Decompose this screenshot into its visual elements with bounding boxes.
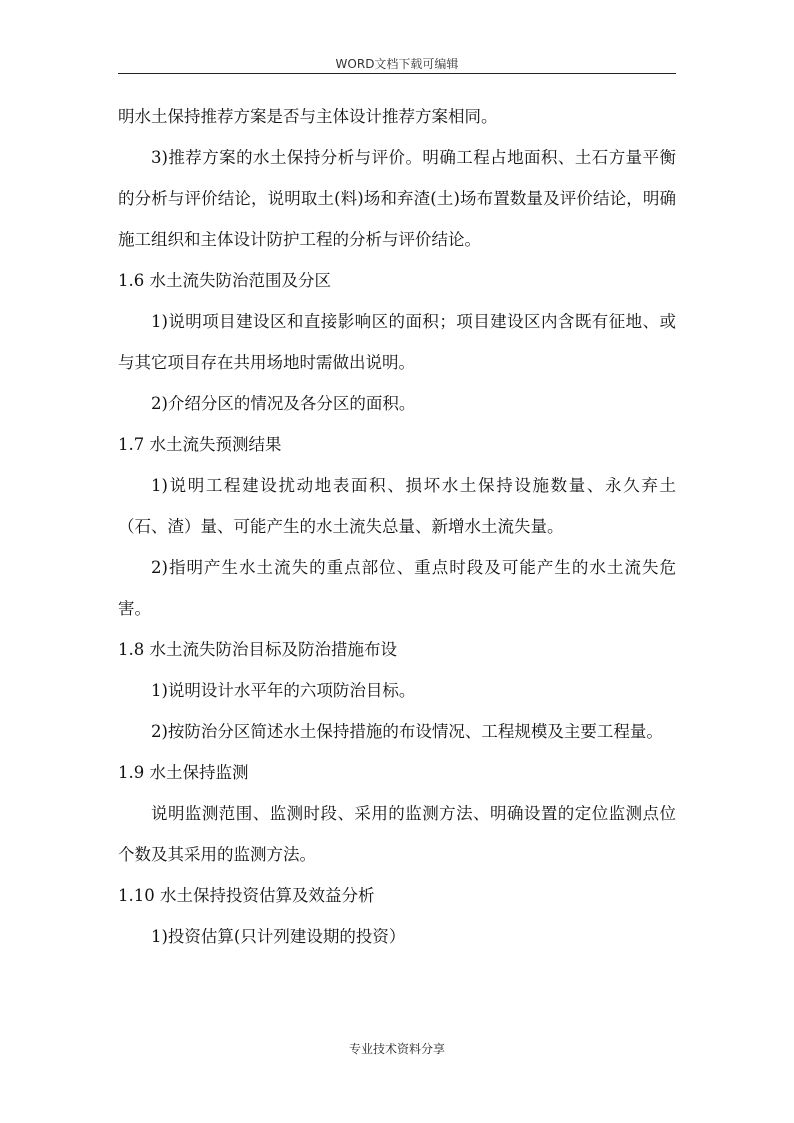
header-rule (118, 73, 676, 74)
section-heading-1-10: 1.10 水土保持投资估算及效益分析 (118, 886, 375, 905)
section-heading-1-6: 1.6 水土流失防治范围及分区 (118, 271, 331, 290)
section-heading-1-8: 1.8 水土流失防治目标及防治措施布设 (118, 640, 397, 659)
paragraph: 说明监测范围、监测时段、采用的监测方法、明确设置的定位监测点位个数及其采用的监测方法。 (118, 804, 676, 864)
paragraph: 1)投资估算(只计列建设期的投资） (151, 927, 406, 946)
page-header: WORD文档下载可编辑 (335, 57, 459, 71)
paragraph: 3)推荐方案的水土保持分析与评价。明确工程占地面积、土石方量平衡的分析与评价结论，说明取土(料)场和弃渣(土)场布置数量及评价结论，明确施工组织和主体设计防护工程的分析与评价结论。 (118, 148, 676, 249)
paragraph: 2)按防治分区简述水土保持措施的布设情况、工程规模及主要工程量。 (151, 722, 663, 741)
section-heading-1-7: 1.7 水土流失预测结果 (118, 435, 282, 454)
paragraph: 明水土保持推荐方案是否与主体设计推荐方案相同。 (118, 107, 498, 126)
page-footer: 专业技术资料分享 (348, 1042, 445, 1056)
paragraph: 1)说明设计水平年的六项防治目标。 (151, 681, 416, 700)
paragraph: 1)说明项目建设区和直接影响区的面积；项目建设区内含既有征地、或与其它项目存在共用场地时需做出说明。 (118, 312, 676, 372)
paragraph: 2)指明产生水土流失的重点部位、重点时段及可能产生的水土流失危害。 (118, 558, 676, 618)
document-body (118, 96, 676, 957)
paragraph: 2)介绍分区的情况及各分区的面积。 (151, 394, 416, 413)
section-heading-1-9: 1.9 水土保持监测 (118, 763, 249, 782)
paragraph: 1)说明工程建设扰动地表面积、损坏水土保持设施数量、永久弃土（石、渣）量、可能产生的水土流失总量、新增水土流失量。 (118, 476, 676, 536)
